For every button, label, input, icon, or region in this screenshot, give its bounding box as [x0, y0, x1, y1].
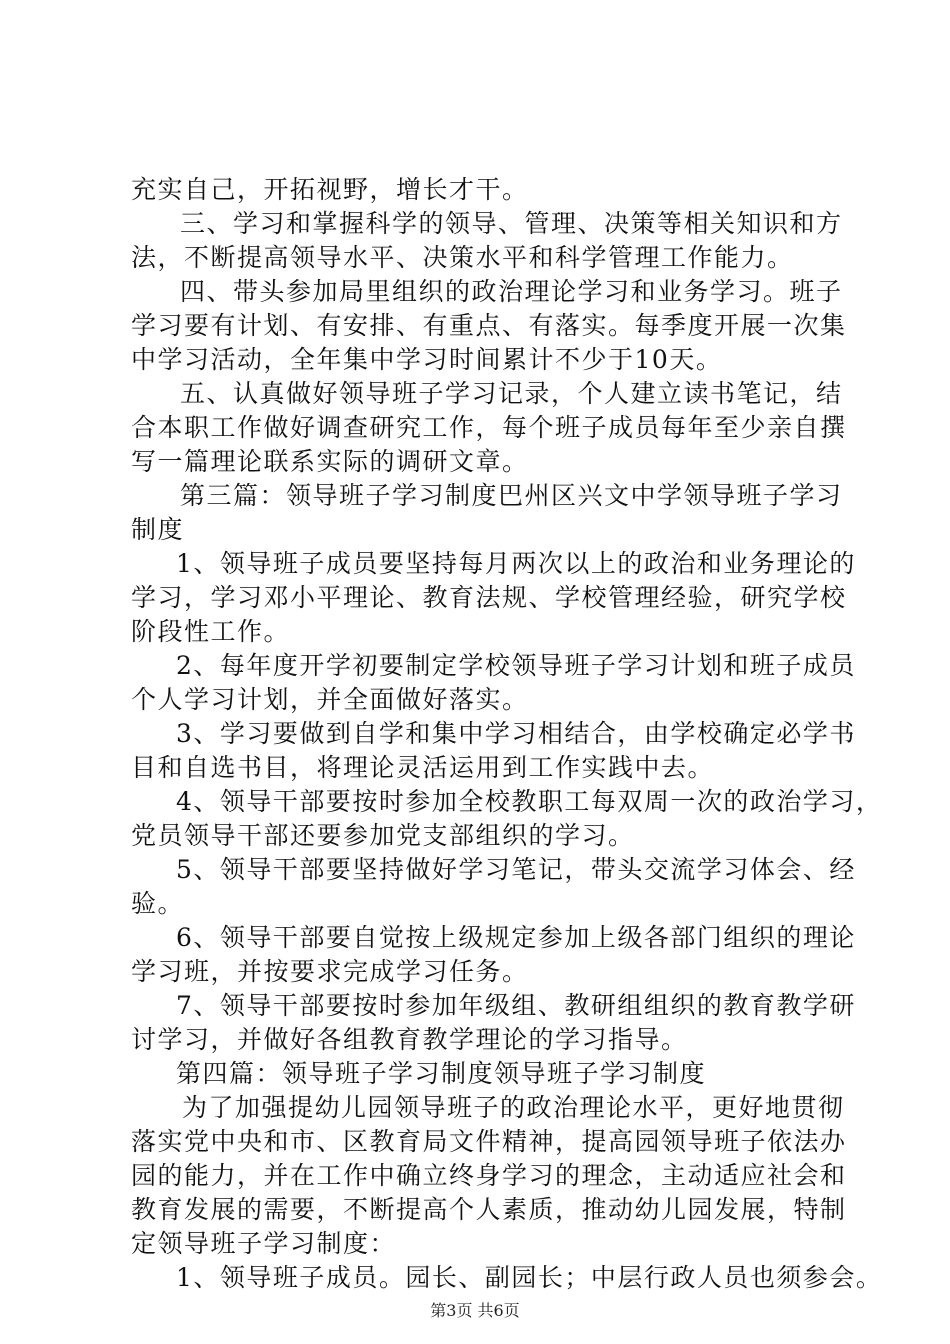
text-line: 学习班，并按要求完成学习任务。: [131, 957, 529, 986]
text-line: 验。: [131, 889, 185, 918]
text-line: 7、领导干部要按时参加年级组、教研组组织的教育教学研: [176, 991, 856, 1020]
text-line: 为了加强提幼儿园领导班子的政治理论水平，更好地贯彻: [182, 1093, 845, 1122]
page-footer: [0, 1300, 950, 1322]
text-line: 定领导班子学习制度：: [131, 1229, 397, 1258]
text-line: 2、每年度开学初要制定学校领导班子学习计划和班子成员: [176, 651, 856, 680]
text-line: 阶段性工作。: [131, 617, 291, 646]
text-line: 四、带头参加局里组织的政治理论学习和业务学习。班子: [180, 277, 843, 306]
text-line: 党员领导干部还要参加党支部组织的学习。: [131, 821, 635, 850]
text-line: 个人学习计划，并全面做好落实。: [131, 685, 529, 714]
text-line: 3、学习要做到自学和集中学习相结合，由学校确定必学书: [176, 719, 856, 748]
text-line: 中学习活动，全年集中学习时间累计不少于10天。: [131, 345, 723, 374]
section-heading: 第三篇：领导班子学习制度巴州区兴文中学领导班子学习: [180, 481, 843, 510]
text-line: 写一篇理论联系实际的调研文章。: [131, 447, 529, 476]
section-heading: 第四篇：领导班子学习制度领导班子学习制度: [176, 1059, 707, 1088]
text-line: 1、领导班子成员要坚持每月两次以上的政治和业务理论的: [176, 549, 856, 578]
text-line: 充实自己，开拓视野，增长才干。: [131, 175, 529, 204]
text-line: 三、学习和掌握科学的领导、管理、决策等相关知识和方: [180, 209, 843, 238]
text-line: 五、认真做好领导班子学习记录，个人建立读书笔记，结: [180, 379, 843, 408]
text-line: 目和自选书目，将理论灵活运用到工作实践中去。: [131, 753, 715, 782]
text-line: 学习要有计划、有安排、有重点、有落实。每季度开展一次集: [131, 311, 847, 340]
text-line: 4、领导干部要按时参加全校教职工每双周一次的政治学习，: [176, 787, 883, 816]
text-line: 6、领导干部要自觉按上级规定参加上级各部门组织的理论: [176, 923, 856, 952]
text-line: 讨学习，并做好各组教育教学理论的学习指导。: [131, 1025, 688, 1054]
text-line: 合本职工作做好调查研究工作，每个班子成员每年至少亲自撰: [131, 413, 847, 442]
text-line: 法，不断提高领导水平、决策水平和科学管理工作能力。: [131, 243, 794, 272]
text-line: 园的能力，并在工作中确立终身学习的理念，主动适应社会和: [131, 1161, 847, 1190]
text-line: 5、领导干部要坚持做好学习笔记，带头交流学习体会、经: [176, 855, 856, 884]
page-number: 第3页 共6页: [430, 1301, 520, 1320]
text-line: 落实党中央和市、区教育局文件精神，提高园领导班子依法办: [131, 1127, 847, 1156]
section-heading: 制度: [131, 515, 185, 544]
text-line: 教育发展的需要，不断提高个人素质，推动幼儿园发展，特制: [131, 1195, 847, 1224]
text-line: 1、领导班子成员。园长、副园长；中层行政人员也须参会。: [176, 1263, 883, 1292]
text-line: 学习，学习邓小平理论、教育法规、学校管理经验，研究学校: [131, 583, 847, 612]
